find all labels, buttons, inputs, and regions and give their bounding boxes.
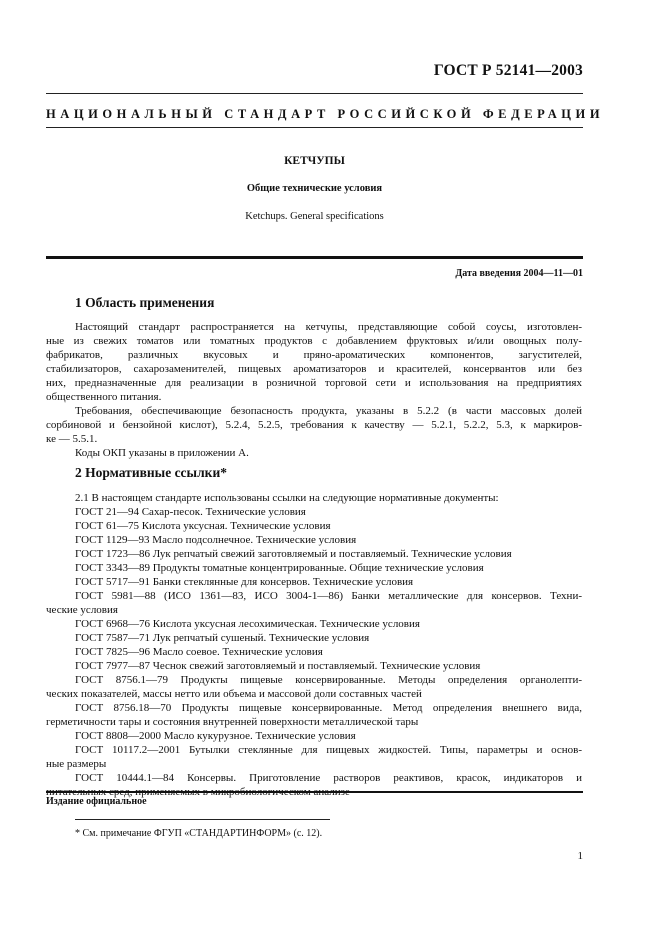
header-rule-top	[46, 93, 583, 94]
text-line: ные из свежих томатов или томатных продуктов с добавлением фруктовых и/или овощных полу-	[46, 335, 582, 347]
text-line: Требования, обеспечивающие безопасность продукта, указаны в 5.2.2 (в части массовых долей	[75, 405, 582, 417]
document-subtitle: Общие технические условия	[246, 183, 383, 194]
reference-item: ГОСТ 8756.1—79 Продукты пищевые консервированные. Методы определения органолепти-	[75, 674, 582, 686]
text-line: них, предназначенные для реализации в розничной торговой сети и использования на предприятиях	[46, 377, 582, 389]
text-line: сорбиновой и бензойной кислот), 5.2.4, 5.2.5, требования к качеству — 5.2.1, 5.2.2, 5.3, к маркиров-	[46, 419, 582, 431]
reference-item: ГОСТ 21—94 Сахар-песок. Технические условия	[75, 506, 306, 518]
reference-item: ГОСТ 6968—76 Кислота уксусная лесохимическая. Технические условия	[75, 618, 420, 630]
text-line: общественного питания.	[46, 391, 162, 403]
reference-item-continuation: герметичности тары и состояния внутренней поверхности металлической тары	[46, 716, 419, 728]
reference-item: ГОСТ 10117.2—2001 Бутылки стеклянные для пищевых жидкостей. Типы, параметры и основ-	[75, 744, 582, 756]
text-line: фабрикатов, различных вкусовых и пряно-ароматических компонентов, загустителей,	[46, 349, 582, 361]
reference-item: ГОСТ 8756.18—70 Продукты пищевые консервированные. Метод определения внешнего вида,	[75, 702, 582, 714]
reference-item: ГОСТ 5717—91 Банки стеклянные для консервов. Технические условия	[75, 576, 414, 588]
page-number: 1	[577, 850, 583, 862]
date-introduced: Дата введения 2004—11—01	[455, 268, 583, 279]
reference-item: ГОСТ 7977—87 Чеснок свежий заготовляемый и поставляемый. Технические условия	[75, 660, 481, 672]
header-rule-bottom	[46, 127, 583, 128]
gost-number: ГОСТ Р 52141—2003	[433, 62, 583, 79]
edition-rule	[46, 791, 583, 793]
national-standard-banner: НАЦИОНАЛЬНЫЙ СТАНДАРТ РОССИЙСКОЙ ФЕДЕРАЦИИ	[46, 107, 605, 121]
title-divider	[46, 256, 583, 259]
reference-item-continuation: ные размеры	[46, 758, 107, 770]
text-line: ке — 5.5.1.	[46, 433, 98, 445]
footnote: * См. примечание ФГУП «СТАНДАРТИНФОРМ» (с. 12).	[75, 828, 323, 839]
reference-item-continuation: ческих показателей, массы нетто или объема и массовой доли составных частей	[46, 688, 422, 700]
text-line: Настоящий стандарт распространяется на кетчупы, представляющие собой соусы, изготовлен-	[75, 321, 582, 333]
reference-item: ГОСТ 7587—71 Лук репчатый сушеный. Технические условия	[75, 632, 370, 644]
text-line: Коды ОКП указаны в приложении А.	[75, 447, 249, 459]
section-1-heading: 1 Область применения	[75, 295, 215, 310]
reference-item: ГОСТ 5981—88 (ИСО 1361—83, ИСО 3004-1—86) Банки металлические для консервов. Техни-	[75, 590, 582, 602]
english-title: Ketchups. General specifications	[245, 211, 384, 222]
section-1-body	[46, 320, 582, 460]
section-2-body	[46, 491, 582, 799]
reference-item: ГОСТ 1723—86 Лук репчатый свежий заготовляемый и поставляемый. Технические условия	[75, 548, 512, 560]
edition-label: Издание официальное	[46, 796, 147, 807]
section-2-heading: 2 Нормативные ссылки*	[75, 465, 227, 480]
text-line: 2.1 В настоящем стандарте использованы ссылки на следующие нормативные документы:	[75, 492, 499, 504]
footnote-rule	[75, 819, 330, 820]
text-line: стабилизаторов, сахарозаменителей, пищевых ароматизаторов и красителей, консервантов или без	[46, 363, 582, 375]
reference-item: ГОСТ 8808—2000 Масло кукурузное. Технические условия	[75, 730, 356, 742]
reference-item-continuation: ческие условия	[46, 604, 118, 616]
reference-item: ГОСТ 3343—89 Продукты томатные концентрированные. Общие технические условия	[75, 562, 484, 574]
reference-item: ГОСТ 1129—93 Масло подсолнечное. Технические условия	[75, 534, 357, 546]
document-title: КЕТЧУПЫ	[284, 155, 345, 167]
reference-item: ГОСТ 61—75 Кислота уксусная. Технические условия	[75, 520, 331, 532]
reference-item: ГОСТ 10444.1—84 Консервы. Приготовление растворов реактивов, красок, индикаторов и	[75, 772, 582, 784]
reference-item: ГОСТ 7825—96 Масло соевое. Технические условия	[75, 646, 323, 658]
